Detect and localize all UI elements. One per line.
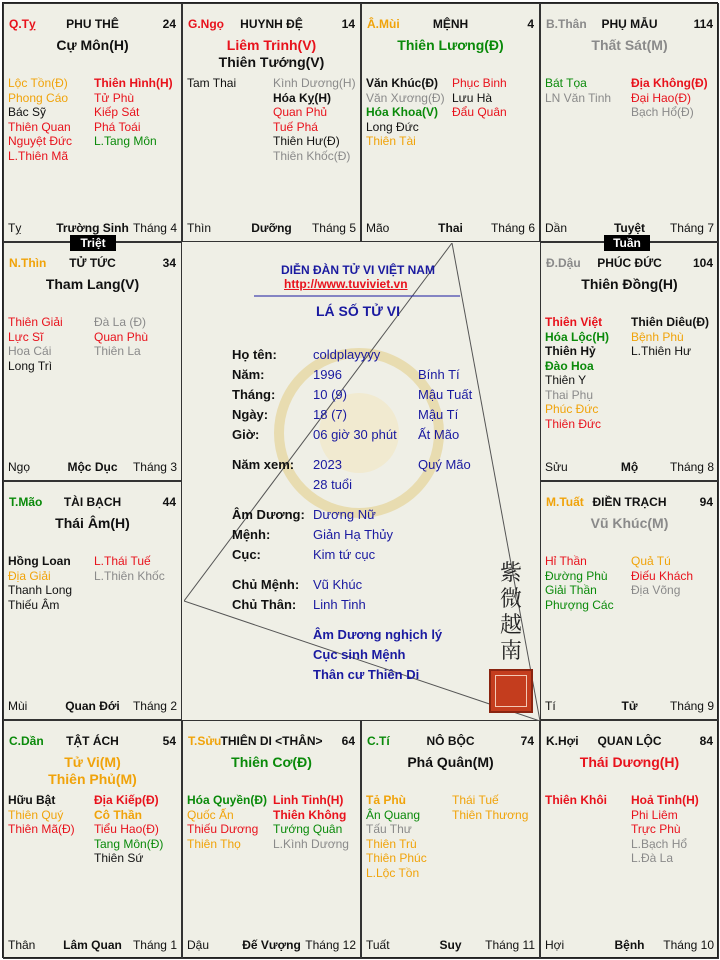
palace-branch: C.Dần [9, 734, 44, 748]
signature-text [498, 561, 524, 665]
palace-name: PHỤ MẪU [601, 17, 658, 31]
main-star: Thiên Phủ(M) [48, 771, 137, 787]
triet-tag: Triệt [70, 235, 116, 251]
palace-header [9, 256, 176, 270]
star: Phi Liêm [631, 807, 678, 822]
palace-name: NÔ BỘC [426, 734, 475, 748]
stars-right [452, 76, 507, 120]
palace-mao[interactable] [3, 481, 182, 720]
footer-month: Tháng 5 [311, 221, 356, 235]
palace-dau[interactable] [540, 242, 719, 481]
star: Bát Tọa [545, 76, 587, 90]
star: Thiên Diêu(Đ) [631, 315, 709, 329]
info-value: 1996 [313, 367, 342, 382]
star: Bác Sỹ [8, 105, 47, 119]
footer-month: Tháng 12 [305, 938, 356, 952]
palace-suu[interactable] [182, 720, 361, 959]
palace-footer [8, 221, 177, 235]
footer-branch: Ngọ [8, 460, 31, 474]
age-value: 28 tuổi [313, 477, 353, 492]
star: Phượng Các [545, 597, 614, 612]
star: Thiên Sứ [94, 851, 144, 865]
info-value: Dương Nữ [313, 507, 376, 522]
footer-branch: Tỵ [8, 221, 22, 235]
footer-month: Tháng 9 [669, 699, 714, 713]
info-label: Ngày: [232, 407, 269, 422]
palace-footer [545, 221, 714, 235]
stars-left [8, 554, 72, 612]
stars-left [545, 315, 609, 431]
palace-header [367, 17, 534, 31]
center-panel [184, 243, 540, 721]
star: Đường Phù [545, 568, 608, 583]
stars-left [545, 554, 614, 612]
footer-month: Tháng 10 [663, 938, 714, 952]
palace-number: 64 [341, 734, 355, 748]
palace-header [9, 17, 176, 31]
star: Thiên Hình(H) [94, 76, 173, 90]
footer-branch: Mùi [8, 699, 28, 713]
star: LN Văn Tinh [545, 90, 612, 105]
star: Thiên Hỷ [545, 344, 596, 358]
main-star: Tham Lang(V) [45, 276, 140, 292]
star: Hóa Kỵ(H) [273, 90, 332, 105]
footer-cycle: Tuyệt [613, 221, 646, 235]
main-stars [362, 37, 539, 54]
chart-title: LÁ SỐ TỬ VI [316, 303, 400, 319]
main-star: Thiên Lương(Đ) [397, 37, 504, 53]
info-canchi: Ất Mão [418, 427, 460, 442]
info-value: Vũ Khúc [313, 577, 363, 592]
star: Thiên Quý [8, 807, 64, 822]
main-stars [183, 754, 360, 771]
footer-cycle: Mộc Dục [67, 460, 118, 474]
star: Hóa Quyền(Đ) [187, 793, 268, 807]
palace-name: TỬ TỨC [69, 256, 116, 270]
star: Hỉ Thần [545, 554, 587, 568]
palace-ngo[interactable] [182, 3, 361, 242]
palace-branch: C.Tí [367, 734, 390, 748]
note: Thân cư Thiên Di [313, 667, 420, 682]
footer-month: Tháng 4 [132, 221, 177, 235]
palace-number: 84 [699, 734, 713, 748]
star: L.Tang Môn [94, 134, 157, 148]
star: Thanh Long [8, 583, 73, 597]
forum-url[interactable]: http://www.tuviviet.vn [284, 277, 408, 291]
palace-footer [187, 221, 356, 235]
palace-branch: Q.Tỵ [9, 17, 36, 31]
palace-mui[interactable] [361, 3, 540, 242]
footer-cycle: Suy [439, 938, 462, 952]
star: Cô Thần [94, 807, 142, 822]
main-stars [541, 515, 718, 532]
star: Thiên Khốc(Đ) [273, 148, 351, 163]
star: L.Thái Tuế [94, 554, 151, 568]
main-stars [4, 276, 181, 293]
palace-number: 14 [341, 17, 355, 31]
star: Kình Dương(H) [273, 76, 356, 90]
main-star: Cự Môn(H) [56, 37, 129, 53]
star: Đẩu Quân [452, 105, 507, 119]
main-stars [362, 754, 539, 771]
star: Điếu Khách [631, 568, 694, 583]
star: Phúc Đức [545, 402, 599, 416]
star: Tam Thai [187, 76, 237, 90]
palace-header [546, 17, 713, 31]
palace-footer [545, 699, 714, 713]
star: Thiên Không [273, 807, 347, 822]
stars-right [94, 76, 173, 149]
palace-name: HUYNH ĐỆ [240, 17, 303, 31]
star: L.Lộc Tồn [366, 865, 420, 880]
palace-name: PHÚC ĐỨC [597, 256, 662, 270]
star: Thái Tuế [452, 793, 499, 807]
star: L.Thiên Mã [8, 148, 69, 163]
palace-ti[interactable] [361, 720, 540, 959]
footer-month: Tháng 1 [132, 938, 177, 952]
star: Kiếp Sát [94, 105, 140, 119]
stars-right [94, 315, 148, 359]
star: Tấu Thư [366, 822, 412, 836]
palace-number: 114 [693, 17, 713, 31]
stars-left [545, 76, 611, 105]
star: Phong Cáo [8, 90, 69, 105]
footer-branch: Tí [545, 699, 556, 713]
palace-footer [8, 460, 177, 474]
star: Đà La (Đ) [94, 315, 147, 329]
star: Thiên Khôi [545, 793, 607, 807]
star: Hóa Khoa(V) [366, 105, 438, 119]
footer-branch: Dậu [187, 938, 210, 952]
palace-number: 74 [520, 734, 534, 748]
info-canchi: Mậu Tuất [418, 387, 473, 402]
palace-hoi[interactable] [540, 720, 719, 959]
palace-branch: G.Ngọ [188, 17, 224, 31]
palace-name: MỆNH [432, 17, 469, 31]
footer-cycle: Lâm Quan [63, 938, 122, 952]
star: Tướng Quân [273, 822, 343, 836]
info-label: Tháng: [232, 387, 276, 402]
palace-branch: T.Mão [9, 495, 43, 509]
info-label: Mệnh: [232, 527, 271, 542]
footer-cycle: Mộ [620, 460, 639, 474]
palace-footer [545, 938, 714, 952]
year-canchi: Quý Mão [418, 457, 471, 472]
main-stars [183, 37, 360, 71]
star: Thiên Quan [8, 119, 71, 134]
stars-left [366, 76, 445, 149]
footer-month: Tháng 3 [132, 460, 177, 474]
stars-right [631, 76, 708, 120]
stars-left [8, 76, 72, 163]
red-seal [489, 669, 533, 713]
palace-branch: M.Tuất [546, 495, 584, 509]
main-stars [541, 276, 718, 293]
star: L.Thiên Khốc [94, 568, 165, 583]
palace-footer [187, 938, 356, 952]
footer-cycle: Dưỡng [251, 221, 292, 235]
footer-month: Tháng 6 [490, 221, 535, 235]
star: Quốc Ấn [187, 807, 234, 822]
stars-right [631, 554, 693, 598]
footer-month: Tháng 8 [669, 460, 714, 474]
palace-name: TÀI BẠCH [63, 495, 122, 509]
palace-branch: Đ.Dậu [546, 256, 581, 270]
info-canchi: Mậu Tí [418, 407, 459, 422]
main-stars [4, 37, 181, 54]
palace-header [546, 734, 713, 748]
star: Thiên Giải [8, 315, 63, 329]
star: Thiên Thọ [187, 836, 241, 851]
footer-branch: Thân [8, 938, 36, 952]
tuan-tag: Tuần [604, 235, 650, 251]
star: Thiên Trù [366, 836, 417, 851]
info-value: Linh Tinh [313, 597, 366, 612]
footer-month: Tháng 11 [485, 938, 535, 952]
palace-branch: T.Sửu [188, 734, 222, 748]
palace-number: 94 [699, 495, 713, 509]
star: L.Kình Dương [273, 836, 349, 851]
star: Quả Tú [631, 554, 671, 568]
stars-left [8, 315, 63, 373]
star: Thai Phụ [545, 387, 594, 402]
palace-ty[interactable] [3, 3, 182, 242]
palace-branch: N.Thìn [9, 256, 47, 270]
footer-branch: Dần [545, 221, 568, 235]
note: Âm Dương nghịch lý [313, 627, 443, 642]
star: Thiên Phúc [366, 851, 427, 865]
info-label: Giờ: [232, 427, 260, 442]
footer-branch: Tuất [366, 938, 390, 952]
signature-char: 微 [499, 587, 522, 612]
main-star: Vũ Khúc(M) [590, 515, 669, 531]
main-stars [541, 37, 718, 54]
info-value: 18 (7) [313, 407, 347, 422]
star: Địa Võng [631, 583, 681, 597]
star: Văn Khúc(Đ) [366, 76, 438, 90]
footer-cycle: Trường Sinh [56, 221, 129, 235]
star: Văn Xương(Đ) [366, 90, 445, 105]
star: Đào Hoa [545, 358, 594, 373]
star: Địa Không(Đ) [631, 76, 708, 90]
star: L.Bạch Hổ [631, 836, 688, 851]
star: Hoả Tinh(H) [631, 793, 699, 807]
info-label: Năm: [232, 367, 265, 382]
palace-footer [545, 460, 714, 474]
star: Quan Phủ [273, 105, 328, 119]
main-stars [541, 754, 718, 771]
palace-branch: B.Thân [546, 17, 587, 31]
stars-right [631, 315, 709, 359]
info-value: 10 (9) [313, 387, 347, 402]
main-star: Thái Âm(H) [55, 515, 130, 531]
palace-number: 4 [527, 17, 534, 31]
info-value: Kim tứ cục [313, 547, 376, 562]
info-canchi: Bính Tí [418, 367, 460, 382]
palace-number: 44 [162, 495, 176, 509]
star: Nguyệt Đức [8, 134, 73, 148]
palace-branch: K.Hợi [546, 734, 579, 748]
palace-name: THIÊN DI <THÂN> [220, 734, 323, 748]
star: Tiểu Hao(Đ) [94, 822, 159, 836]
stars-right [94, 793, 163, 866]
star: Thiên Y [545, 373, 587, 387]
palace-footer [8, 938, 177, 952]
stars-left [187, 76, 236, 91]
star: Bạch Hổ(Đ) [631, 105, 694, 119]
footer-month: Tháng 7 [669, 221, 714, 235]
star: Thiên Việt [545, 315, 603, 329]
year-value: 2023 [313, 457, 342, 472]
footer-cycle: Quan Đới [65, 699, 120, 713]
star: Địa Kiếp(Đ) [94, 793, 159, 807]
palace-footer [8, 699, 177, 713]
footer-cycle: Đế Vượng [242, 938, 301, 952]
tu-vi-chart [2, 2, 718, 958]
star: Hóa Lộc(H) [545, 329, 609, 344]
star: Tử Phù [94, 90, 135, 105]
palace-header [188, 17, 355, 31]
palace-header [546, 256, 713, 270]
info-label: Chủ Mệnh: [232, 577, 300, 592]
footer-cycle: Tử [621, 699, 638, 713]
palace-name: PHU THÊ [66, 17, 119, 31]
info-label: Cục: [232, 547, 261, 562]
star: Trực Phù [631, 822, 681, 836]
main-star: Liêm Trinh(V) [226, 37, 317, 53]
info-label: Chủ Thân: [232, 597, 297, 612]
star: L.Đà La [631, 851, 674, 865]
stars-right [273, 793, 349, 851]
palace-name: TẬT ÁCH [66, 734, 119, 748]
signature-char: 南 [499, 639, 522, 664]
triangle-line [452, 243, 540, 721]
info-value: 06 giờ 30 phút [313, 427, 397, 442]
palace-number: 34 [162, 256, 176, 270]
star: L.Thiên Hư [631, 344, 692, 358]
star: Đại Hao(Đ) [631, 90, 692, 105]
star: Lộc Tồn(Đ) [8, 76, 68, 90]
star: Hữu Bật [8, 793, 56, 807]
palace-number: 104 [692, 256, 713, 270]
palace-tuat[interactable] [540, 481, 719, 720]
palace-footer [366, 938, 535, 952]
star: Thiên Tài [366, 134, 416, 148]
star: Lưu Hà [452, 90, 493, 105]
star: Thiên Mã(Đ) [8, 822, 75, 836]
star: Long Trì [8, 358, 53, 373]
main-star: Tử Vi(M) [64, 754, 121, 770]
footer-branch: Sửu [545, 460, 568, 474]
palace-thin[interactable] [3, 242, 182, 481]
palace-number: 54 [162, 734, 176, 748]
palace-header [546, 495, 713, 509]
forum-name: DIỄN ĐÀN TỬ VI VIỆT NAM [281, 263, 435, 277]
info-label: Họ tên: [232, 347, 277, 362]
star: Ân Quang [366, 807, 421, 822]
stars-left [366, 793, 427, 880]
main-stars [4, 515, 181, 532]
palace-header [9, 495, 176, 509]
footer-branch: Thìn [187, 221, 212, 235]
signature-char: 紫 [499, 561, 522, 586]
star: Thiên Đức [545, 416, 602, 431]
seal-border [495, 675, 527, 707]
footer-cycle: Bệnh [614, 938, 645, 952]
star: Hồng Loan [8, 554, 71, 568]
star: Thiếu Âm [8, 597, 60, 612]
star: Lực Sĩ [8, 329, 44, 344]
stars-left [187, 793, 267, 851]
stars-right [273, 76, 356, 163]
year-label: Năm xem: [232, 457, 295, 472]
star: Tang Môn(Đ) [94, 836, 164, 851]
palace-number: 24 [162, 17, 176, 31]
palace-name: QUAN LỘC [597, 734, 662, 748]
footer-branch: Mão [366, 221, 390, 235]
stars-left [8, 793, 75, 837]
palace-header [188, 734, 355, 748]
star: Thiếu Dương [187, 822, 259, 836]
palace-header [9, 734, 176, 748]
main-stars [4, 754, 181, 788]
star: Tuế Phá [273, 119, 318, 134]
star: Giải Thần [545, 583, 597, 597]
main-star: Phá Quân(M) [407, 754, 494, 770]
palace-footer [366, 221, 535, 235]
stars-right [631, 793, 699, 866]
star: Thiên Hư(Đ) [273, 134, 340, 148]
palace-branch: Â.Mùi [367, 17, 400, 31]
info-value: Giản Hạ Thủy [313, 527, 393, 542]
info-label: Âm Dương: [232, 507, 305, 522]
main-star: Thất Sát(M) [591, 37, 668, 53]
stars-left [545, 793, 607, 808]
info-value: coldplayyyy [313, 347, 381, 362]
signature-char: 越 [499, 613, 522, 638]
footer-cycle: Thai [438, 221, 463, 235]
star: Thiên La [94, 344, 141, 358]
palace-than[interactable] [540, 3, 719, 242]
star: Tả Phù [366, 793, 407, 807]
star: Bệnh Phù [631, 329, 684, 344]
star: Quan Phù [94, 329, 149, 344]
stars-right [94, 554, 165, 583]
main-star: Thái Dương(H) [579, 754, 680, 770]
star: Hoa Cái [8, 344, 52, 358]
star: Linh Tinh(H) [273, 793, 344, 807]
star: Phục Binh [452, 76, 507, 90]
main-star: Thiên Tướng(V) [218, 54, 325, 70]
note: Cục sinh Mệnh [313, 647, 406, 662]
star: Địa Giải [8, 568, 51, 583]
footer-branch: Hợi [545, 938, 565, 952]
star: Long Đức [366, 119, 419, 134]
palace-dan[interactable] [3, 720, 182, 959]
star: Thiên Thương [452, 807, 529, 822]
main-star: Thiên Cơ(Đ) [231, 754, 312, 770]
main-star: Thiên Đồng(H) [581, 276, 678, 292]
palace-name: ĐIỀN TRẠCH [592, 495, 667, 509]
stars-right [452, 793, 528, 822]
palace-header [367, 734, 534, 748]
footer-month: Tháng 2 [132, 699, 177, 713]
star: Phá Toái [94, 119, 141, 134]
